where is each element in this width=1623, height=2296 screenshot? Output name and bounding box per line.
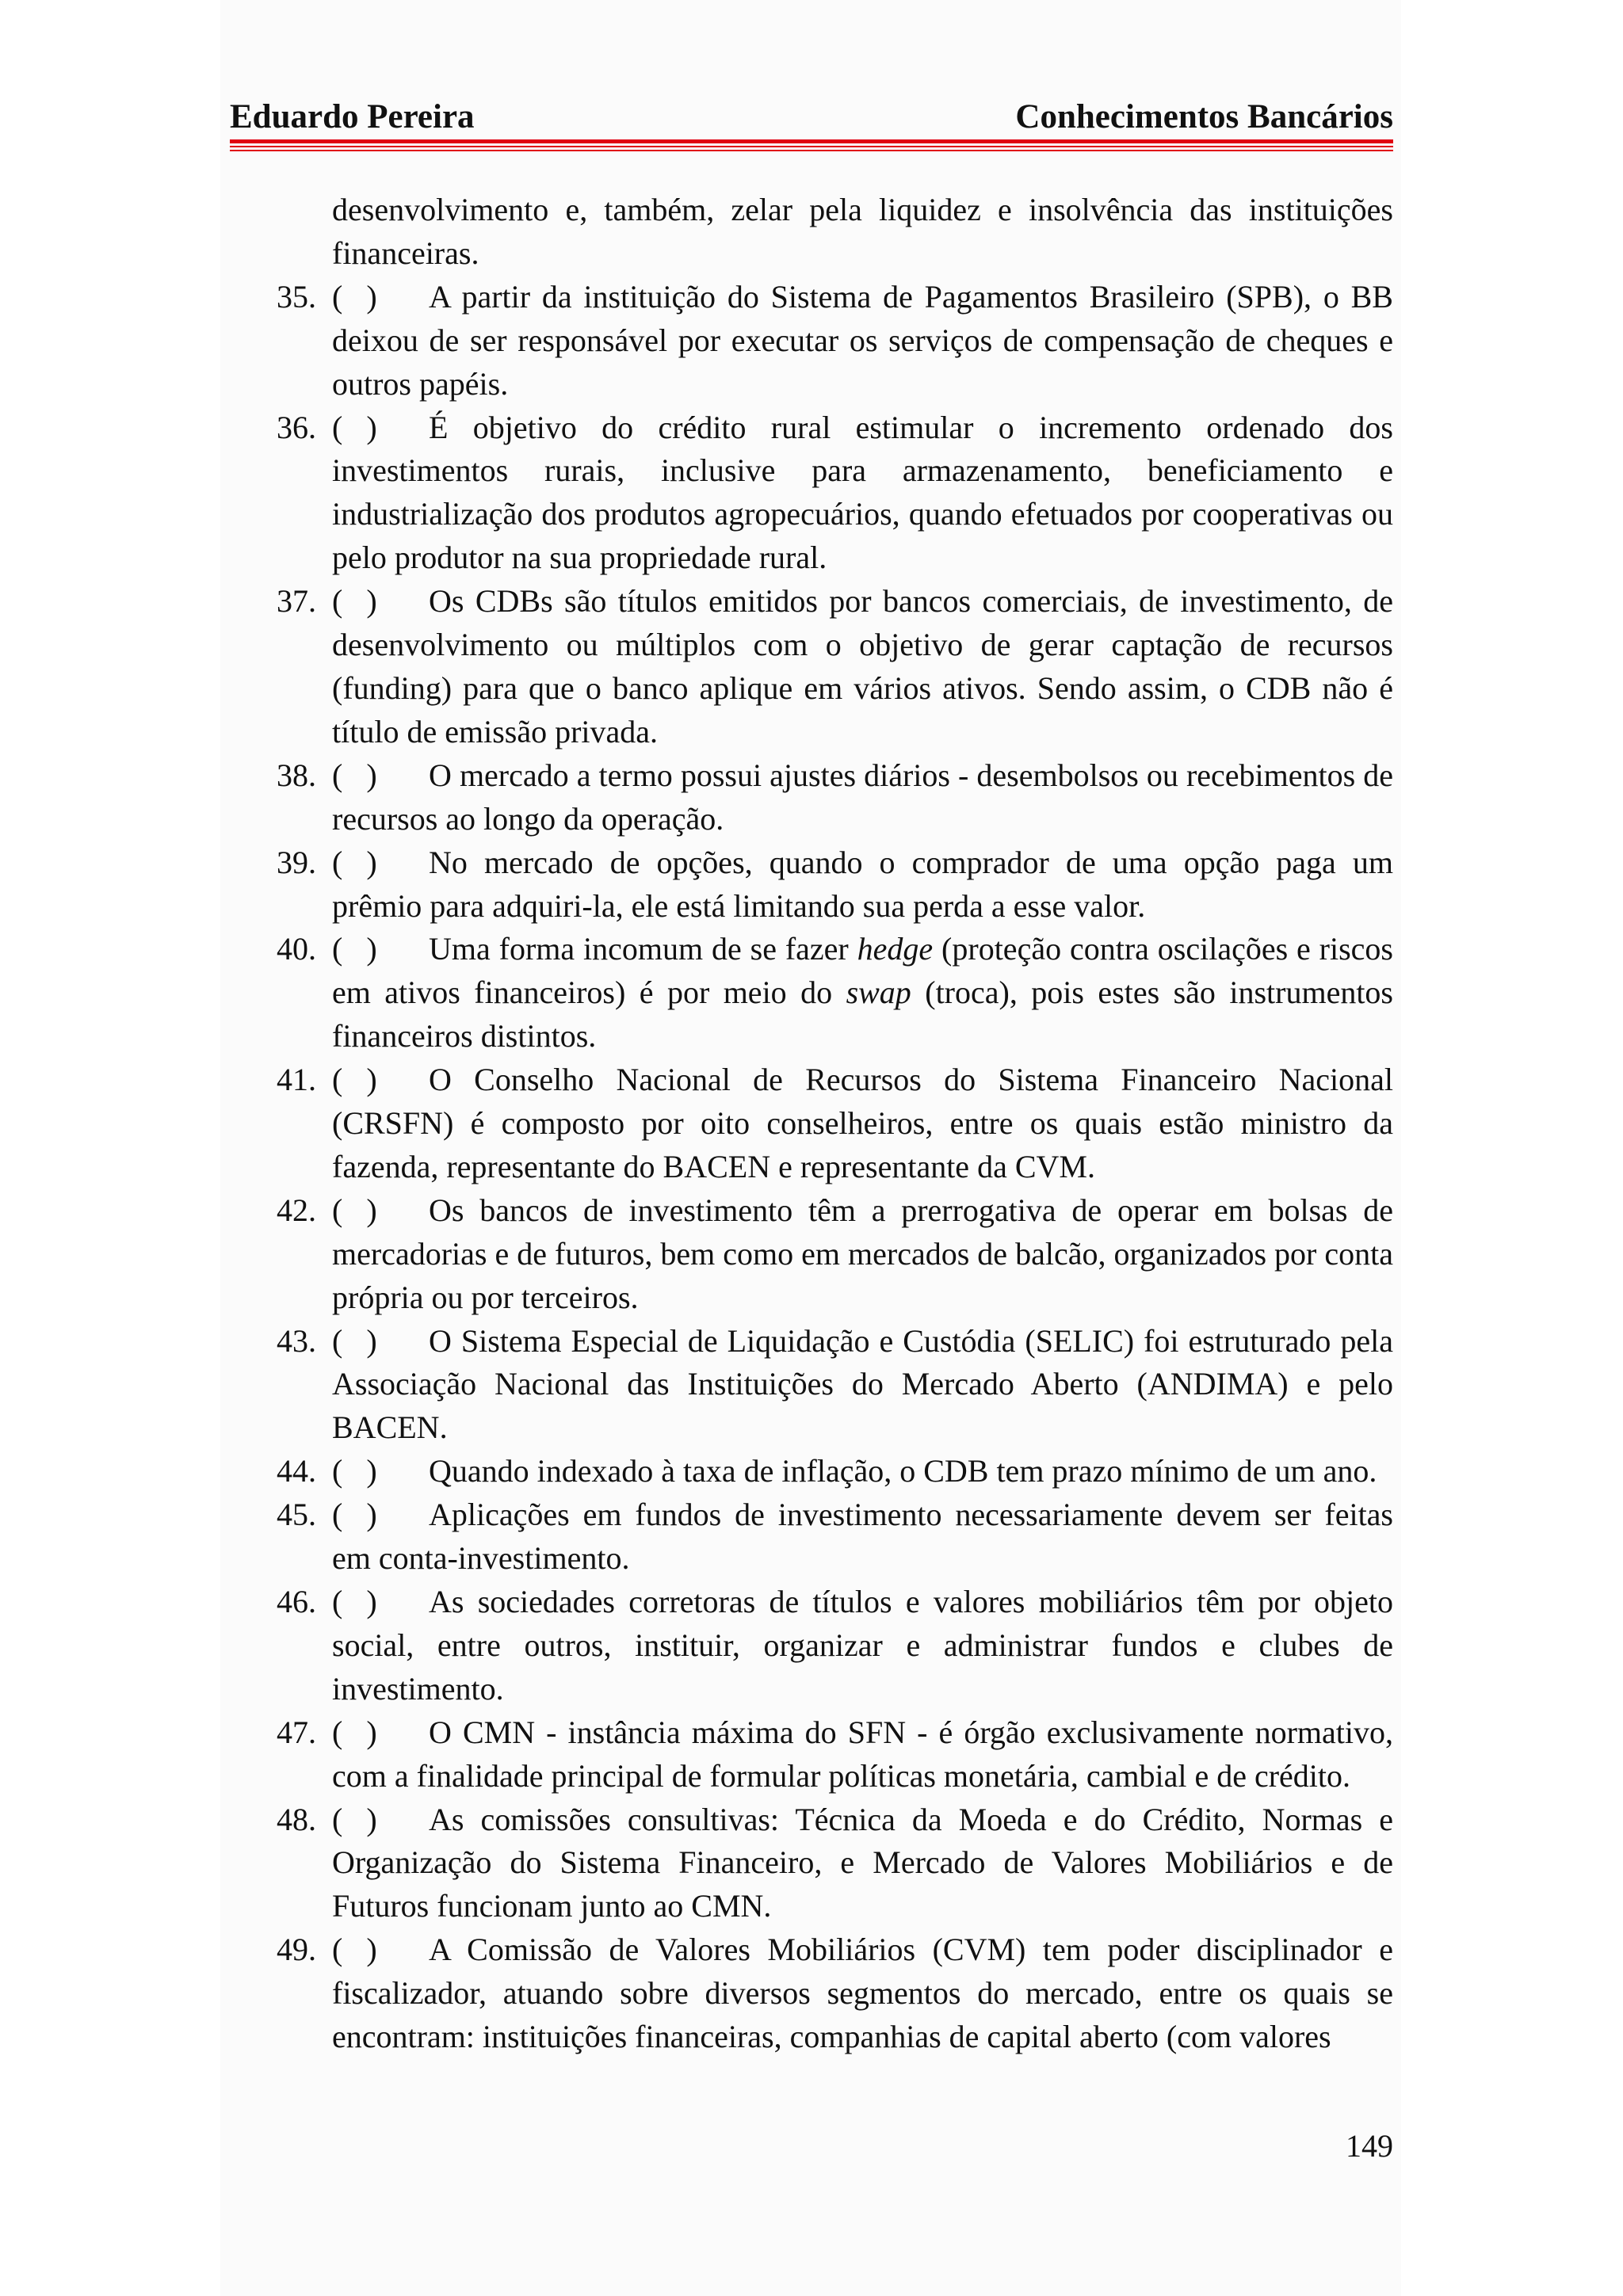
answer-blank: ( ) <box>332 757 377 793</box>
header-rule-thin <box>230 146 1393 147</box>
answer-blank: ( ) <box>332 1801 377 1837</box>
question-text: Os CDBs são títulos emitidos por bancos comerciais, de investimento, de desenvolvimento ou múltiplos com o objetivo de gerar captação de recursos (funding) para que o banco aplique em vários ativos. Sendo assim, o CDB não é título de emissão privada. <box>332 583 1393 749</box>
question-item <box>277 1711 1393 1798</box>
question-text: A Comissão de Valores Mobiliários (CVM) tem poder disciplinador e fiscalizador, atuando sobre diversos segmentos do mercado, entre os quais se encontram: instituições financeiras, companhias de capital aberto (com valores <box>332 1932 1393 2055</box>
question-item <box>277 276 1393 406</box>
question-text <box>332 928 1393 1058</box>
question-item <box>277 1798 1393 1929</box>
page-header <box>230 93 1393 141</box>
question-number: 46. <box>277 1584 316 1619</box>
question-item <box>277 406 1393 581</box>
question-item <box>277 1058 1393 1189</box>
question-number: 49. <box>277 1932 316 1968</box>
question-text: As sociedades corretoras de títulos e valores mobiliários têm por objeto social, entre outros, instituir, organizar e administrar fundos e clubes de investimento. <box>332 1584 1393 1707</box>
question-item <box>277 928 1393 1058</box>
answer-blank: ( ) <box>332 844 377 880</box>
answer-blank: ( ) <box>332 1322 377 1359</box>
question-item <box>277 841 1393 929</box>
question-text: Quando indexado à taxa de inflação, o CDB tem prazo mínimo de um ano. <box>429 1453 1377 1489</box>
question-text: O Conselho Nacional de Recursos do Sistema Financeiro Nacional (CRSFN) é composto por oito conselheiros, entre os quais estão ministro da fazenda, representante do BACEN e representante da CVM. <box>332 1062 1393 1184</box>
question-number: 38. <box>277 757 316 793</box>
question-text: O mercado a termo possui ajustes diários - desembolsos ou recebimentos de recursos ao longo da operação. <box>332 757 1393 837</box>
question-text-segment: (proteção contra oscilações e riscos em ativos financeiros) é por meio do <box>332 931 1394 1011</box>
question-text: Aplicações em fundos de investimento necessariamente devem ser feitas em conta-investimento. <box>332 1497 1393 1577</box>
header-rule-thick <box>230 139 1393 143</box>
answer-blank: ( ) <box>332 583 377 620</box>
answer-blank: ( ) <box>332 1584 377 1619</box>
question-number: 36. <box>277 409 316 445</box>
question-list <box>277 189 1393 2059</box>
question-number: 40. <box>277 931 316 967</box>
question-number: 47. <box>277 1714 316 1750</box>
question-item <box>277 580 1393 754</box>
question-text: Os bancos de investimento têm a prerrogativa de operar em bolsas de mercadorias e de futuros, bem como em mercados de balcão, organizados por conta própria ou por terceiros. <box>332 1192 1393 1315</box>
answer-blank: ( ) <box>332 1453 377 1489</box>
page-number: 149 <box>1346 2128 1393 2164</box>
italic-term-hedge: hedge <box>857 931 934 967</box>
question-item <box>277 1493 1393 1581</box>
header-subject: Conhecimentos Bancários <box>1015 98 1393 135</box>
answer-blank: ( ) <box>332 1497 377 1533</box>
continuation-paragraph: desenvolvimento e, também, zelar pela liquidez e insolvência das instituições financeiras. <box>332 192 1393 271</box>
question-text: As comissões consultivas: Técnica da Moeda e do Crédito, Normas e Organização do Sistema Financeiro, e Mercado de Valores Mobiliários e de Futuros funcionam junto ao CMN. <box>332 1801 1393 1924</box>
question-number: 39. <box>277 844 316 880</box>
header-rule-thin <box>230 150 1393 151</box>
question-number: 41. <box>277 1062 316 1098</box>
answer-blank: ( ) <box>332 409 377 445</box>
question-item <box>277 754 1393 841</box>
question-text: É objetivo do crédito rural estimular o incremento ordenado dos investimentos rurais, inclusive para armazenamento, beneficiamento e industrialização dos produtos agropecuários, quando efetuados por cooperativas ou pelo produtor na sua propriedade rural. <box>332 409 1393 576</box>
question-text: No mercado de opções, quando o comprador de uma opção paga um prêmio para adquiri-la, ele está limitando sua perda a esse valor. <box>332 844 1393 924</box>
question-item <box>277 1189 1393 1320</box>
question-text: O Sistema Especial de Liquidação e Custódia (SELIC) foi estruturado pela Associação Nacional das Instituições do Mercado Aberto (ANDIMA) e pelo BACEN. <box>332 1322 1393 1446</box>
question-item <box>277 1320 1393 1451</box>
italic-term-swap: swap <box>846 974 911 1011</box>
question-item <box>277 1581 1393 1711</box>
question-number: 42. <box>277 1192 316 1228</box>
question-number: 45. <box>277 1497 316 1533</box>
answer-blank: ( ) <box>332 1062 377 1098</box>
answer-blank: ( ) <box>332 1932 377 1968</box>
question-number: 37. <box>277 583 316 620</box>
question-item <box>277 1928 1393 2059</box>
answer-blank: ( ) <box>332 1714 377 1750</box>
question-number: 48. <box>277 1801 316 1837</box>
question-number: 43. <box>277 1322 316 1359</box>
header-author: Eduardo Pereira <box>230 98 475 135</box>
answer-blank: ( ) <box>332 1192 377 1228</box>
question-text: A partir da instituição do Sistema de Pagamentos Brasileiro (SPB), o BB deixou de ser responsável por executar os serviços de compensação de cheques e outros papéis. <box>332 278 1393 402</box>
answer-blank: ( ) <box>332 931 377 967</box>
question-number: 44. <box>277 1453 316 1489</box>
answer-blank: ( ) <box>332 278 377 315</box>
question-item <box>277 1450 1393 1493</box>
question-number: 35. <box>277 278 316 315</box>
question-text-segment: Uma forma incomum de se fazer <box>429 931 857 967</box>
question-text: O CMN - instância máxima do SFN - é órgão exclusivamente normativo, com a finalidade principal de formular políticas monetária, cambial e de crédito. <box>332 1714 1393 1794</box>
question-text-segment: (troca), pois estes são instrumentos financeiros distintos. <box>332 974 1394 1055</box>
